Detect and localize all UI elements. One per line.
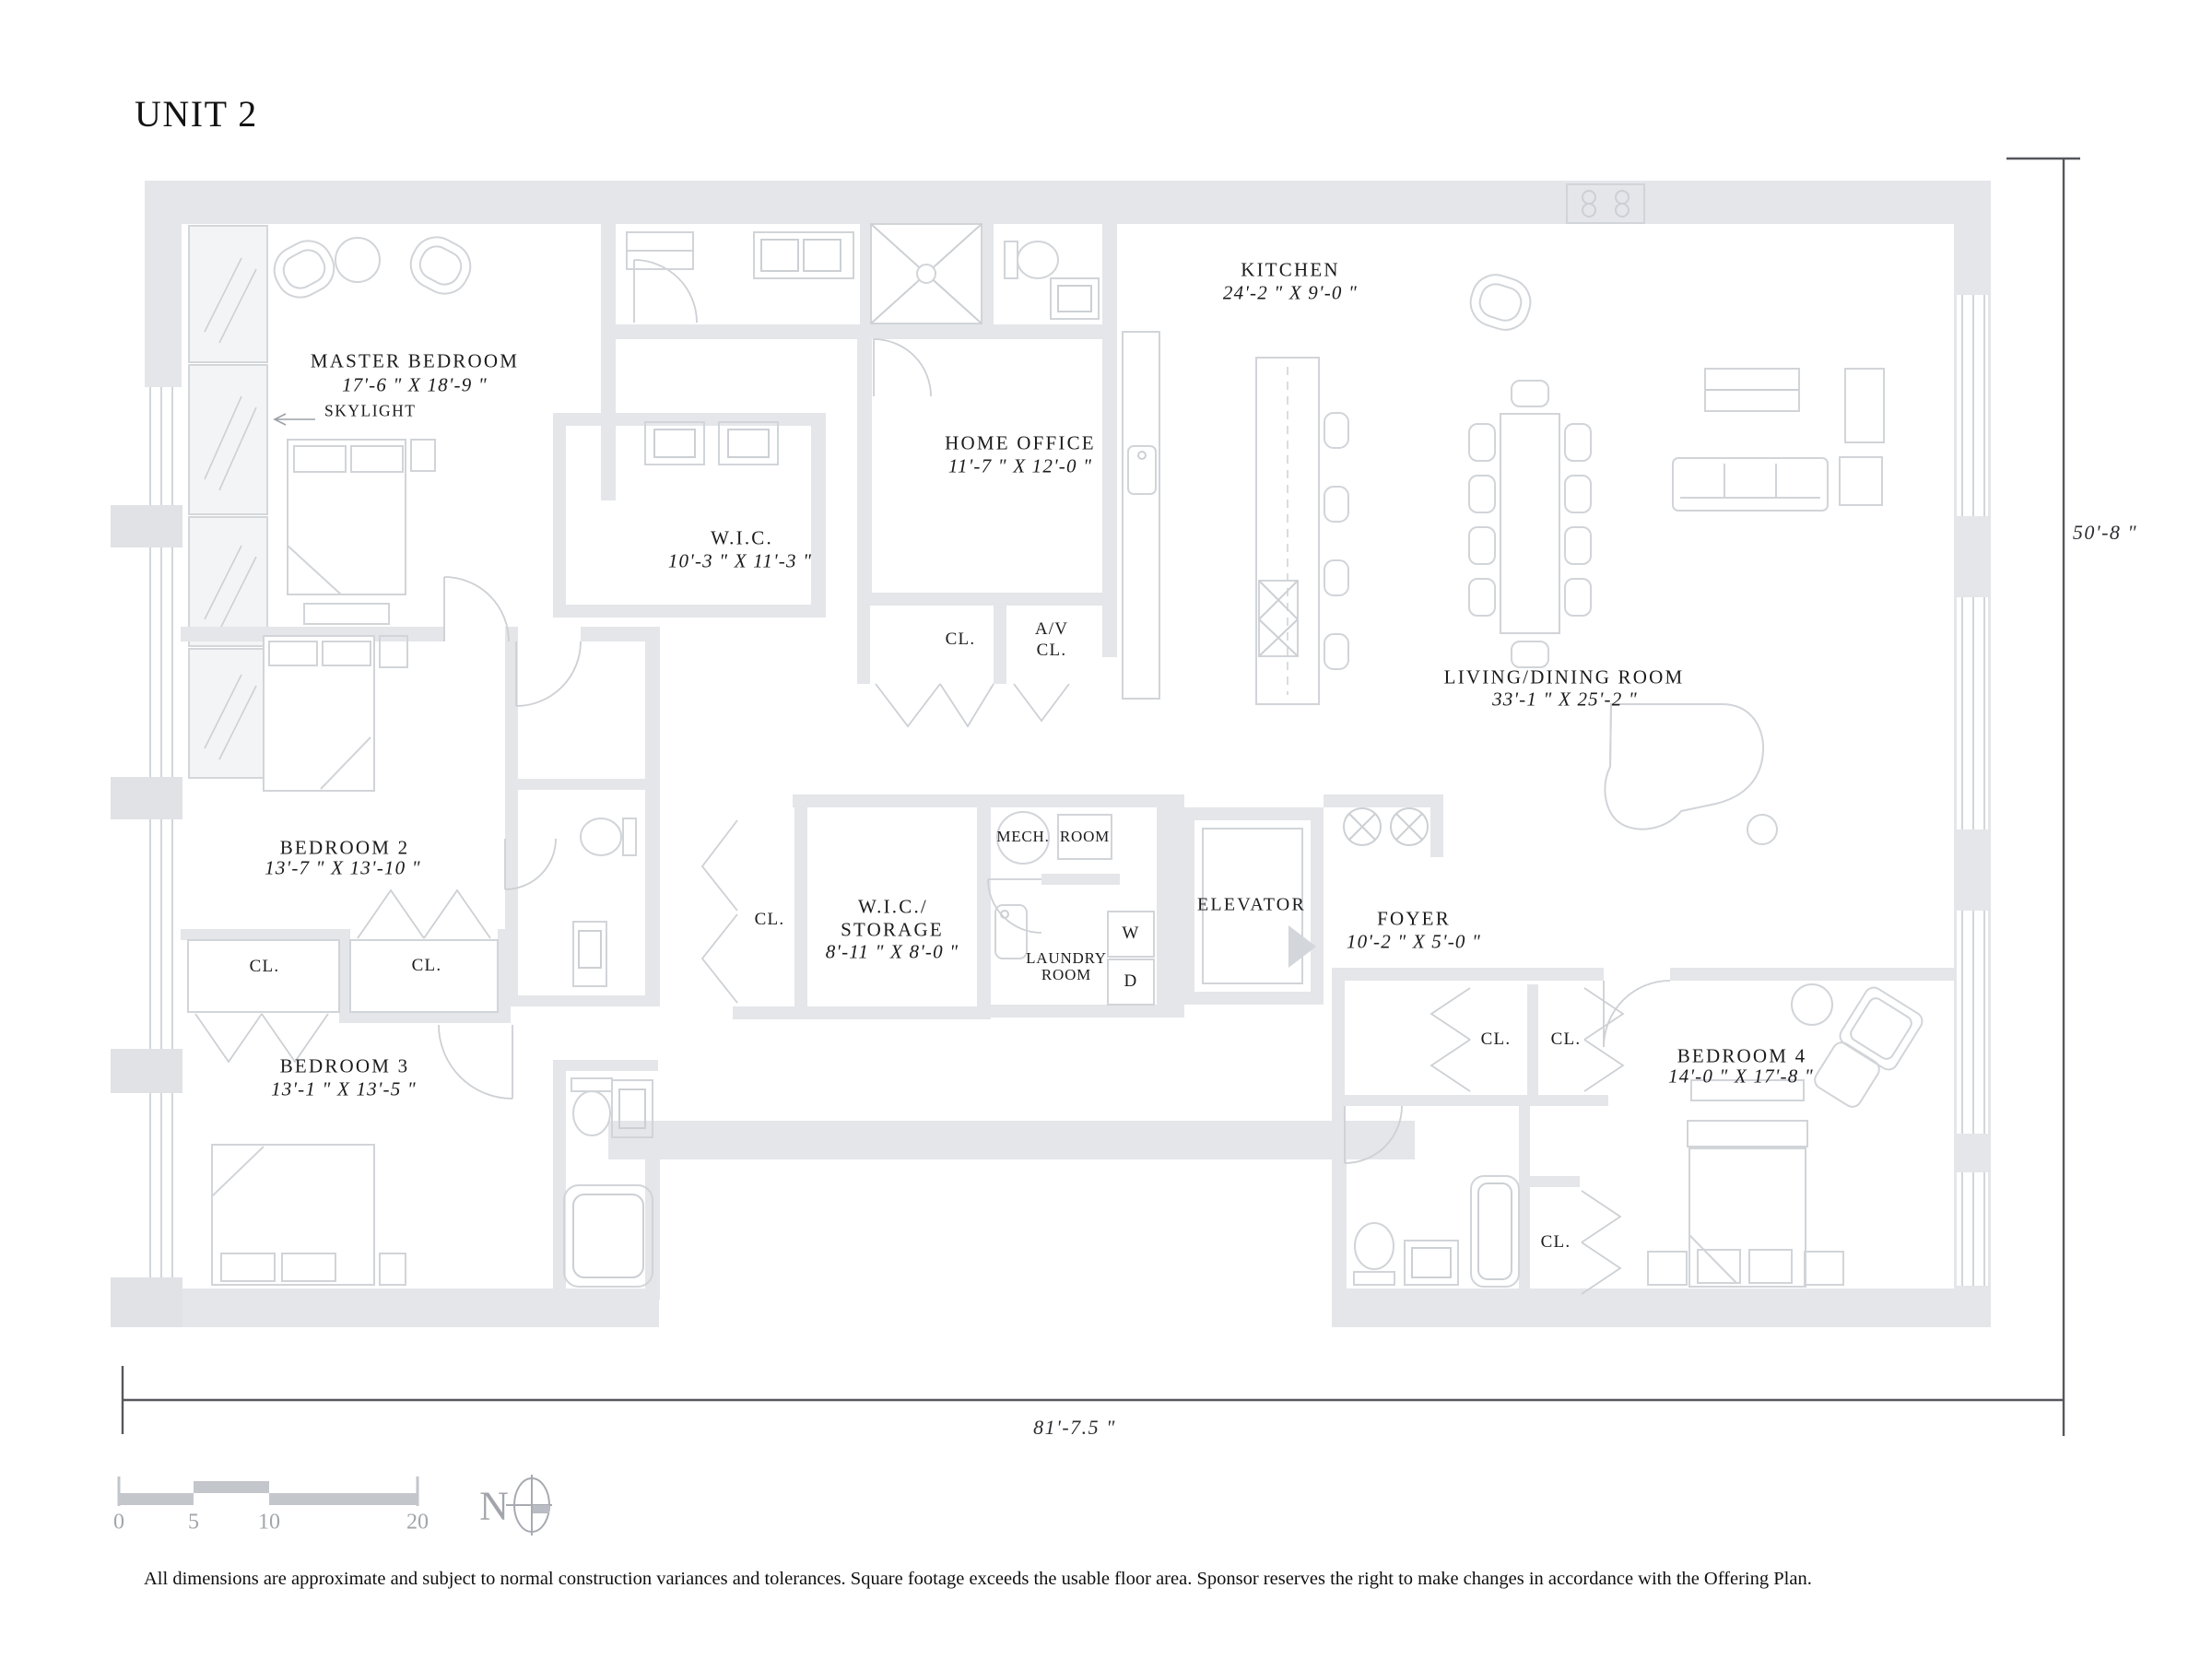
closet-label: CL. (1540, 1232, 1571, 1252)
ceiling-light-icon (1344, 808, 1428, 845)
scale-tick-label: 5 (188, 1510, 199, 1535)
ottoman-icon (1811, 1039, 1882, 1110)
toilet-icon (571, 1078, 612, 1135)
room-dims-master-bedroom: 17'-6 " X 18'-9 " (342, 373, 488, 396)
bed-icon (1689, 1148, 1806, 1287)
room-label-master-bedroom: MASTER BEDROOM (310, 349, 520, 372)
av-closet-label: CL. (1036, 641, 1067, 660)
laundry-label: LAUNDRY (1026, 949, 1107, 967)
piano-icon (1605, 704, 1777, 844)
room-dims-home-office: 11'-7 " X 12'-0 " (947, 454, 1093, 477)
kitchen-fixtures (1123, 184, 1644, 704)
page-title: UNIT 2 (135, 93, 258, 135)
room-label-bedroom4: BEDROOM 4 (1677, 1044, 1807, 1067)
shower-icon (871, 224, 982, 324)
north-label: N (479, 1483, 509, 1529)
room-label-wic: W.I.C. (711, 526, 773, 549)
room-dims-bedroom4: 14'-0 " X 17'-8 " (1668, 1065, 1814, 1088)
storage-closet-doors (702, 820, 737, 1003)
round-table-icon (335, 238, 380, 282)
bed-icon (212, 1145, 374, 1285)
room-label-foyer: FOYER (1377, 907, 1451, 930)
closet-label: CL. (411, 956, 442, 975)
round-table-icon (1792, 984, 1832, 1025)
side-table-icon (1840, 457, 1882, 505)
room-label-kitchen: KITCHEN (1241, 258, 1340, 281)
north-compass-icon (506, 1475, 552, 1535)
skylight-label: SKYLIGHT (324, 401, 417, 420)
room-label-bedroom3: BEDROOM 3 (279, 1054, 410, 1077)
mech-room-label: ROOM (1059, 828, 1111, 845)
scale-tick-label: 10 (258, 1510, 280, 1535)
room-label-living-dining: LIVING/DINING ROOM (1443, 665, 1685, 688)
closet-label: CL. (945, 629, 976, 649)
room-label-home-office: HOME OFFICE (945, 431, 1096, 454)
room-label-wic-storage: STORAGE (841, 918, 944, 941)
room-dims-bedroom3: 13'-1 " X 13'-5 " (271, 1077, 417, 1100)
closet-label: CL. (249, 957, 280, 976)
kitchen-counter (1123, 332, 1159, 699)
armchair-icon (266, 232, 343, 305)
living-dining-furniture (1469, 369, 1884, 844)
room-dims-wic: 10'-3 " X 11'-3 " (667, 549, 813, 572)
armchair-icon (1837, 984, 1925, 1073)
closet-label: CL. (1550, 1030, 1582, 1049)
toilet-icon (581, 818, 636, 855)
room-label-wic-storage: W.I.C./ (858, 895, 928, 918)
glazed-panel-icon (189, 226, 267, 778)
washer-label: W (1122, 924, 1140, 943)
closet-doors (1582, 1191, 1620, 1294)
room-dims-kitchen: 24'-2 " X 9'-0 " (1222, 281, 1359, 304)
dining-table-icon (1469, 381, 1591, 667)
room-dims-living-dining: 33'-1 " X 25'-2 " (1492, 688, 1638, 711)
horizontal-dimension-label: 81'-7.5 " (1033, 1416, 1116, 1439)
room-label-bedroom2: BEDROOM 2 (279, 836, 410, 859)
closet-label: CL. (1480, 1030, 1512, 1049)
sofa-icon (1673, 458, 1828, 511)
scale-bar (119, 1477, 418, 1506)
bathtub-icon (564, 1185, 653, 1287)
elevator-label: ELEVATOR (1197, 894, 1306, 915)
scale-tick-label: 20 (406, 1510, 429, 1535)
armchair-icon (1465, 268, 1536, 335)
room-dims-wic-storage: 8'-11 " X 8'-0 " (825, 940, 959, 963)
room-dims-bedroom2: 13'-7 " X 13'-10 " (265, 856, 421, 879)
av-closet-label: A/V (1034, 619, 1069, 639)
bed-icon (264, 636, 374, 791)
disclaimer-text: All dimensions are approximate and subject to normal construction variances and tolerances. Square footage exceeds the usable floor area. Sponsor reserves the right to make changes in accordance with the Offering Plan. (144, 1569, 1812, 1589)
dryer-label: D (1124, 971, 1138, 991)
laundry-label: ROOM (1041, 966, 1092, 983)
master-bedroom-furniture (266, 229, 479, 624)
room-dims-foyer: 10'-2 " X 5'-0 " (1346, 930, 1482, 953)
toilet-icon (1005, 241, 1058, 278)
bathtub-icon (1471, 1176, 1519, 1287)
mech-label: MECH. (996, 828, 1050, 845)
bedroom4-furniture (1354, 984, 1925, 1294)
toilet-icon (1354, 1223, 1394, 1285)
vertical-dimension-label: 50'-8 " (2072, 521, 2138, 544)
side-chair-icon (1845, 369, 1884, 442)
headboard-icon (1688, 1121, 1807, 1147)
bedroom3-furniture (212, 1078, 653, 1287)
kitchen-island-icon (1256, 358, 1319, 704)
door-arc (439, 260, 1670, 1163)
closet-label: CL. (754, 910, 785, 929)
av-closet-doors (876, 684, 1069, 726)
armchair-icon (403, 229, 479, 301)
skylight-arrow-icon (275, 414, 315, 425)
scale-tick-label: 0 (113, 1510, 124, 1535)
